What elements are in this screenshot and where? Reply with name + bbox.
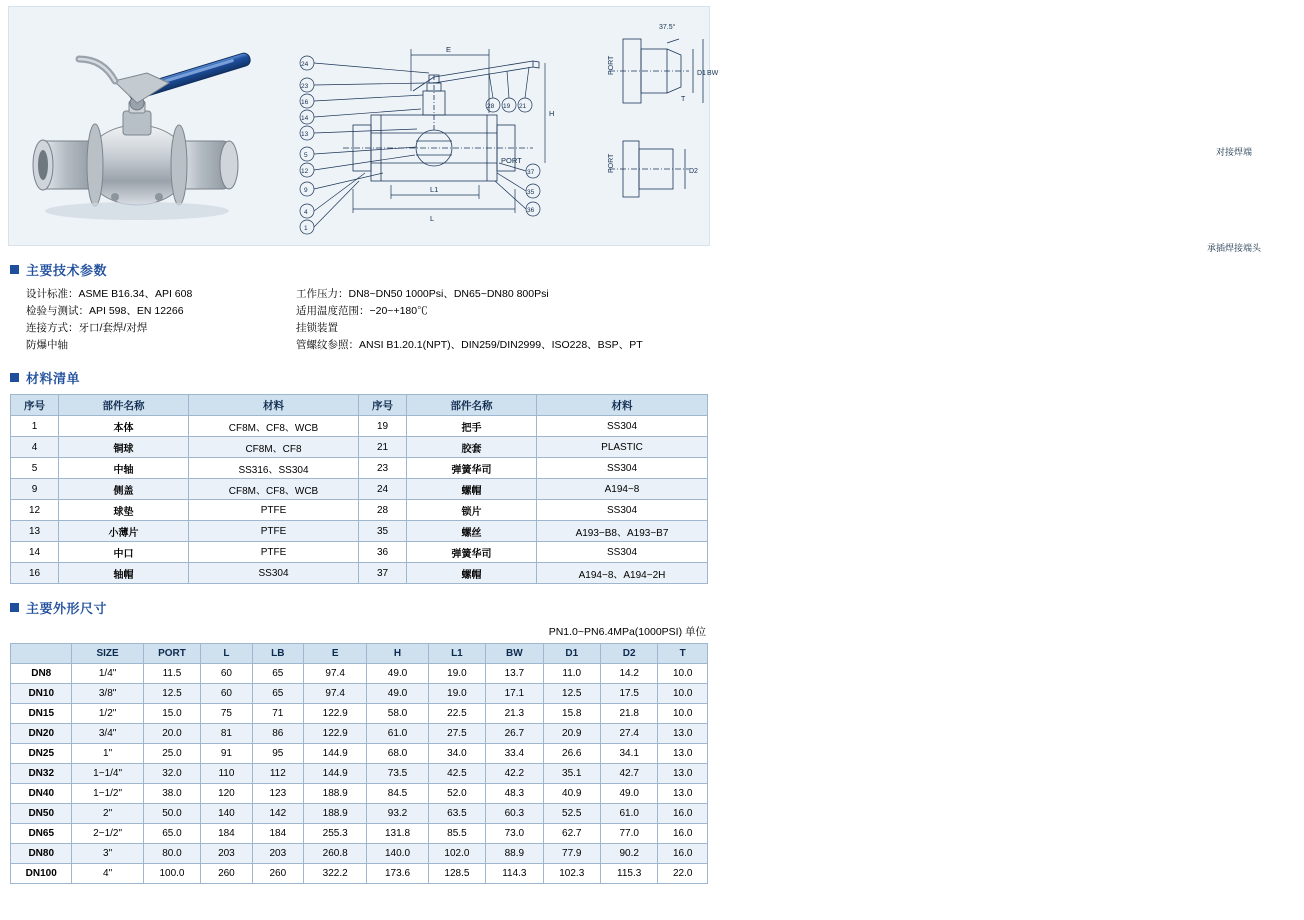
table-cell: 102.3 (543, 864, 600, 884)
table-cell: 62.7 (543, 824, 600, 844)
table-cell: 52.0 (428, 784, 485, 804)
table-cell: 14 (11, 542, 59, 563)
svg-text:19: 19 (503, 103, 511, 110)
table-cell: 4" (72, 864, 143, 884)
dim-col-header: LB (252, 644, 303, 664)
table-cell: 21.8 (600, 704, 657, 724)
col-mat-2: 材料 (537, 395, 708, 416)
table-cell: 小薄片 (59, 521, 189, 542)
table-cell: SS304 (537, 416, 708, 437)
table-cell: 114.3 (486, 864, 543, 884)
dim-col-header: L1 (428, 644, 485, 664)
table-cell: 255.3 (304, 824, 367, 844)
table-cell: 球垫 (59, 500, 189, 521)
butt-weld-caption: 对接焊端 (1215, 147, 1252, 157)
table-cell: 11.0 (543, 664, 600, 684)
table-cell: 胶套 (407, 437, 537, 458)
table-cell: 3" (72, 844, 143, 864)
table-cell: 26.7 (486, 724, 543, 744)
table-cell: 260 (252, 864, 303, 884)
table-cell: 13.7 (486, 664, 543, 684)
table-cell: 97.4 (304, 664, 367, 684)
tech-param: 挂锁装置 (296, 322, 338, 334)
table-cell: CF8M、CF8 (189, 437, 359, 458)
tech-params-right (296, 286, 708, 354)
table-cell: 95 (252, 744, 303, 764)
table-cell: 144.9 (304, 764, 367, 784)
col-no-2: 序号 (359, 395, 407, 416)
table-cell: 144.9 (304, 744, 367, 764)
svg-text:28: 28 (487, 103, 495, 110)
socket-weld-caption: 承插焊接端头 (1206, 243, 1261, 253)
table-cell: 铜球 (59, 437, 189, 458)
col-mat-1: 材料 (189, 395, 359, 416)
svg-text:35: 35 (527, 189, 535, 196)
table-cell: 1−1/4" (72, 764, 143, 784)
table-row (11, 563, 708, 584)
table-cell: 2" (72, 804, 143, 824)
table-cell: 81 (201, 724, 252, 744)
end-connection-details (589, 13, 1261, 253)
table-cell: 65 (252, 664, 303, 684)
table-cell: 71 (252, 704, 303, 724)
table-cell: 1" (72, 744, 143, 764)
table-cell: 13.0 (658, 784, 708, 804)
table-cell: 10.0 (658, 704, 708, 724)
svg-text:37: 37 (527, 169, 535, 176)
valve-assembly-drawing (293, 13, 583, 241)
table-cell: 142 (252, 804, 303, 824)
table-cell: 锁片 (407, 500, 537, 521)
table-cell: 84.5 (367, 784, 428, 804)
dim-col-header: BW (486, 644, 543, 664)
table-cell: 22.5 (428, 704, 485, 724)
table-cell: 65 (252, 684, 303, 704)
section-header-dimensions (10, 598, 718, 617)
table-cell: 9 (11, 479, 59, 500)
table-cell: 38.0 (143, 784, 201, 804)
dim-col-header: PORT (143, 644, 201, 664)
table-cell: 49.0 (367, 684, 428, 704)
table-cell: 19.0 (428, 684, 485, 704)
table-cell: 75 (201, 704, 252, 724)
svg-text:1: 1 (304, 225, 308, 232)
table-row (11, 744, 708, 764)
col-part-2: 部件名称 (407, 395, 537, 416)
section-header-tech (10, 260, 718, 279)
table-cell: 螺帽 (407, 479, 537, 500)
dim-col-header: H (367, 644, 428, 664)
col-part-1: 部件名称 (59, 395, 189, 416)
table-cell: 32.0 (143, 764, 201, 784)
table-cell: 123 (252, 784, 303, 804)
table-cell: 60 (201, 664, 252, 684)
table-cell: SS316、SS304 (189, 458, 359, 479)
table-cell: 115.3 (600, 864, 657, 884)
table-cell: 3/8" (72, 684, 143, 704)
svg-text:14: 14 (301, 115, 309, 122)
table-cell: 49.0 (600, 784, 657, 804)
table-cell: 13.0 (658, 724, 708, 744)
table-cell: DN15 (11, 704, 72, 724)
table-cell: 12.5 (543, 684, 600, 704)
section-title-materials: 材料清单 (26, 371, 81, 386)
table-cell: 11.5 (143, 664, 201, 684)
table-cell: PLASTIC (537, 437, 708, 458)
table-cell: 把手 (407, 416, 537, 437)
table-cell: DN25 (11, 744, 72, 764)
table-cell: 弹簧华司 (407, 542, 537, 563)
svg-text:BW: BW (707, 70, 719, 77)
table-cell: 10.0 (658, 664, 708, 684)
table-cell: 122.9 (304, 724, 367, 744)
table-cell: 60.3 (486, 804, 543, 824)
table-cell: 轴帽 (59, 563, 189, 584)
section-title-tech: 主要技术参数 (26, 263, 108, 278)
table-cell: 27.4 (600, 724, 657, 744)
table-cell: 19 (359, 416, 407, 437)
table-cell: 42.2 (486, 764, 543, 784)
table-cell: 77.9 (543, 844, 600, 864)
table-cell: 4 (11, 437, 59, 458)
table-row (11, 521, 708, 542)
dim-col-header: E (304, 644, 367, 664)
tech-param: 防爆中轴 (26, 339, 68, 351)
tech-param: 适用温度范围：−20~+180℃ (296, 305, 428, 317)
svg-text:PORT: PORT (608, 55, 615, 75)
table-cell: 188.9 (304, 804, 367, 824)
table-cell: 1/2" (72, 704, 143, 724)
table-cell: 34.1 (600, 744, 657, 764)
table-cell: 12.5 (143, 684, 201, 704)
table-row (11, 864, 708, 884)
table-cell: 184 (201, 824, 252, 844)
table-cell: 17.1 (486, 684, 543, 704)
table-cell: 10.0 (658, 684, 708, 704)
table-cell: 本体 (59, 416, 189, 437)
table-cell: 58.0 (367, 704, 428, 724)
tech-param: 连接方式：牙口/套焊/对焊 (26, 322, 148, 334)
table-cell: 螺丝 (407, 521, 537, 542)
svg-text:4: 4 (304, 209, 308, 216)
table-row (11, 784, 708, 804)
table-cell: 1/4" (72, 664, 143, 684)
table-cell: 35.1 (543, 764, 600, 784)
table-cell: 26.6 (543, 744, 600, 764)
table-cell: 16.0 (658, 804, 708, 824)
tech-param: 工作压力：DN8~DN50 1000Psi、DN65~DN80 800Psi (296, 288, 549, 300)
table-cell: 16 (11, 563, 59, 584)
table-row (11, 764, 708, 784)
svg-text:21: 21 (519, 103, 527, 110)
table-cell: 2−1/2" (72, 824, 143, 844)
table-row (11, 844, 708, 864)
table-cell: A194−8、A194−2H (537, 563, 708, 584)
table-cell: 63.5 (428, 804, 485, 824)
table-cell: 100.0 (143, 864, 201, 884)
table-cell: 22.0 (658, 864, 708, 884)
table-cell: 40.9 (543, 784, 600, 804)
table-cell: 34.0 (428, 744, 485, 764)
svg-text:E: E (446, 45, 452, 54)
table-cell: 128.5 (428, 864, 485, 884)
table-cell: 140 (201, 804, 252, 824)
table-cell: 322.2 (304, 864, 367, 884)
dimensions-table (10, 643, 708, 884)
table-cell: 3/4" (72, 724, 143, 744)
table-cell: 120 (201, 784, 252, 804)
table-cell: 68.0 (367, 744, 428, 764)
table-cell: 1 (11, 416, 59, 437)
table-cell: 中口 (59, 542, 189, 563)
table-cell: 19.0 (428, 664, 485, 684)
datasheet-page (0, 6, 1261, 920)
table-cell: 91 (201, 744, 252, 764)
tech-param: 检验与测试：API 598、EN 12266 (26, 305, 184, 317)
table-row (11, 437, 708, 458)
table-cell: DN40 (11, 784, 72, 804)
table-cell: DN10 (11, 684, 72, 704)
table-cell: 13.0 (658, 744, 708, 764)
table-cell: 36 (359, 542, 407, 563)
svg-text:16: 16 (301, 99, 309, 106)
ball-valve-photo (19, 15, 279, 237)
table-cell: CF8M、CF8、WCB (189, 416, 359, 437)
table-cell: 77.0 (600, 824, 657, 844)
section-title-dimensions: 主要外形尺寸 (26, 601, 108, 616)
table-cell: 15.0 (143, 704, 201, 724)
table-cell: 188.9 (304, 784, 367, 804)
table-cell: 203 (252, 844, 303, 864)
table-cell: 50.0 (143, 804, 201, 824)
table-cell: 80.0 (143, 844, 201, 864)
table-row (11, 416, 708, 437)
table-cell: 中轴 (59, 458, 189, 479)
table-row (11, 724, 708, 744)
table-row (11, 542, 708, 563)
svg-text:D1: D1 (697, 70, 706, 77)
table-cell: 14.2 (600, 664, 657, 684)
svg-text:9: 9 (304, 187, 308, 194)
svg-text:5: 5 (304, 152, 308, 159)
table-cell: 33.4 (486, 744, 543, 764)
table-cell: PTFE (189, 521, 359, 542)
tech-param: 设计标准：ASME B16.34、API 608 (26, 288, 193, 300)
table-cell: DN32 (11, 764, 72, 784)
table-cell: 37 (359, 563, 407, 584)
svg-text:L1: L1 (430, 185, 439, 194)
table-header-row (11, 395, 708, 416)
svg-text:H: H (549, 109, 555, 118)
table-cell: 90.2 (600, 844, 657, 864)
svg-text:L: L (430, 214, 435, 223)
table-cell: 260.8 (304, 844, 367, 864)
table-cell: 65.0 (143, 824, 201, 844)
table-cell: 25.0 (143, 744, 201, 764)
table-cell: 13.0 (658, 764, 708, 784)
table-cell: 35 (359, 521, 407, 542)
table-cell: 203 (201, 844, 252, 864)
table-cell: 侧盖 (59, 479, 189, 500)
tech-param: 管螺纹参照：ANSI B1.20.1(NPT)、DIN259/DIN2999、ISO228、BSP、PT (296, 339, 643, 351)
table-cell: 122.9 (304, 704, 367, 724)
svg-text:24: 24 (301, 61, 309, 68)
table-cell: 弹簧华司 (407, 458, 537, 479)
table-cell: 140.0 (367, 844, 428, 864)
table-cell: 17.5 (600, 684, 657, 704)
pressure-rating-note: PN1.0~PN6.4MPa(1000PSI) 单位 (548, 626, 706, 638)
tech-params-block (26, 286, 708, 354)
table-header-row (11, 644, 708, 664)
tech-params-left (26, 286, 296, 354)
table-cell: 102.0 (428, 844, 485, 864)
table-cell: 23 (359, 458, 407, 479)
table-row (11, 479, 708, 500)
table-cell: SS304 (537, 500, 708, 521)
dim-col-header: T (658, 644, 708, 664)
table-cell: 15.8 (543, 704, 600, 724)
table-cell: 20.9 (543, 724, 600, 744)
hero-illustration-band (8, 6, 1261, 253)
dim-col-header: D1 (543, 644, 600, 664)
table-cell: 173.6 (367, 864, 428, 884)
table-cell: 52.5 (543, 804, 600, 824)
table-cell: 61.0 (600, 804, 657, 824)
table-cell: DN80 (11, 844, 72, 864)
svg-text:12: 12 (301, 168, 309, 175)
table-cell: 42.5 (428, 764, 485, 784)
table-cell: 112 (252, 764, 303, 784)
table-cell: 13 (11, 521, 59, 542)
table-cell: 27.5 (428, 724, 485, 744)
table-cell: 20.0 (143, 724, 201, 744)
table-cell: 60 (201, 684, 252, 704)
svg-text:T: T (681, 96, 686, 103)
table-cell: 21 (359, 437, 407, 458)
table-cell: PTFE (189, 500, 359, 521)
table-cell: 49.0 (367, 664, 428, 684)
table-row (11, 664, 708, 684)
table-cell: 260 (201, 864, 252, 884)
table-row (11, 684, 708, 704)
svg-text:13: 13 (301, 131, 309, 138)
table-cell: 螺帽 (407, 563, 537, 584)
table-cell: A194−8 (537, 479, 708, 500)
table-cell: CF8M、CF8、WCB (189, 479, 359, 500)
svg-text:36: 36 (527, 207, 535, 214)
table-cell: SS304 (537, 542, 708, 563)
table-row (11, 704, 708, 724)
table-cell: 93.2 (367, 804, 428, 824)
table-cell: 131.8 (367, 824, 428, 844)
table-cell: A193−B8、A193−B7 (537, 521, 708, 542)
bullet-square-icon (10, 265, 19, 274)
table-cell: 61.0 (367, 724, 428, 744)
table-cell: 16.0 (658, 844, 708, 864)
table-row (11, 500, 708, 521)
table-cell: 184 (252, 824, 303, 844)
table-row (11, 824, 708, 844)
svg-text:37.5°: 37.5° (659, 24, 676, 31)
table-cell: 42.7 (600, 764, 657, 784)
table-cell: 21.3 (486, 704, 543, 724)
col-no-1: 序号 (11, 395, 59, 416)
dim-col-header: D2 (600, 644, 657, 664)
table-cell: 73.5 (367, 764, 428, 784)
dim-col-header (11, 644, 72, 664)
table-cell: 28 (359, 500, 407, 521)
svg-text:PORT: PORT (501, 156, 522, 165)
table-cell: 16.0 (658, 824, 708, 844)
table-cell: 5 (11, 458, 59, 479)
table-cell: 85.5 (428, 824, 485, 844)
bullet-square-icon (10, 373, 19, 382)
dim-col-header: L (201, 644, 252, 664)
table-cell: DN20 (11, 724, 72, 744)
table-cell: 97.4 (304, 684, 367, 704)
table-cell: DN100 (11, 864, 72, 884)
svg-text:PORT: PORT (608, 153, 615, 173)
section-header-materials (10, 368, 718, 387)
table-cell: 88.9 (486, 844, 543, 864)
table-cell: DN50 (11, 804, 72, 824)
table-cell: 12 (11, 500, 59, 521)
bullet-square-icon (10, 603, 19, 612)
table-row (11, 458, 708, 479)
table-cell: SS304 (537, 458, 708, 479)
table-cell: 86 (252, 724, 303, 744)
table-cell: DN65 (11, 824, 72, 844)
svg-text:D2: D2 (689, 168, 698, 175)
table-cell: 24 (359, 479, 407, 500)
table-cell: 73.0 (486, 824, 543, 844)
table-cell: 1−1/2" (72, 784, 143, 804)
table-cell: 48.3 (486, 784, 543, 804)
table-cell: DN8 (11, 664, 72, 684)
table-cell: 110 (201, 764, 252, 784)
table-cell: SS304 (189, 563, 359, 584)
dim-col-header: SIZE (72, 644, 143, 664)
materials-table (10, 394, 708, 584)
table-cell: PTFE (189, 542, 359, 563)
table-row (11, 804, 708, 824)
svg-text:23: 23 (301, 83, 309, 90)
